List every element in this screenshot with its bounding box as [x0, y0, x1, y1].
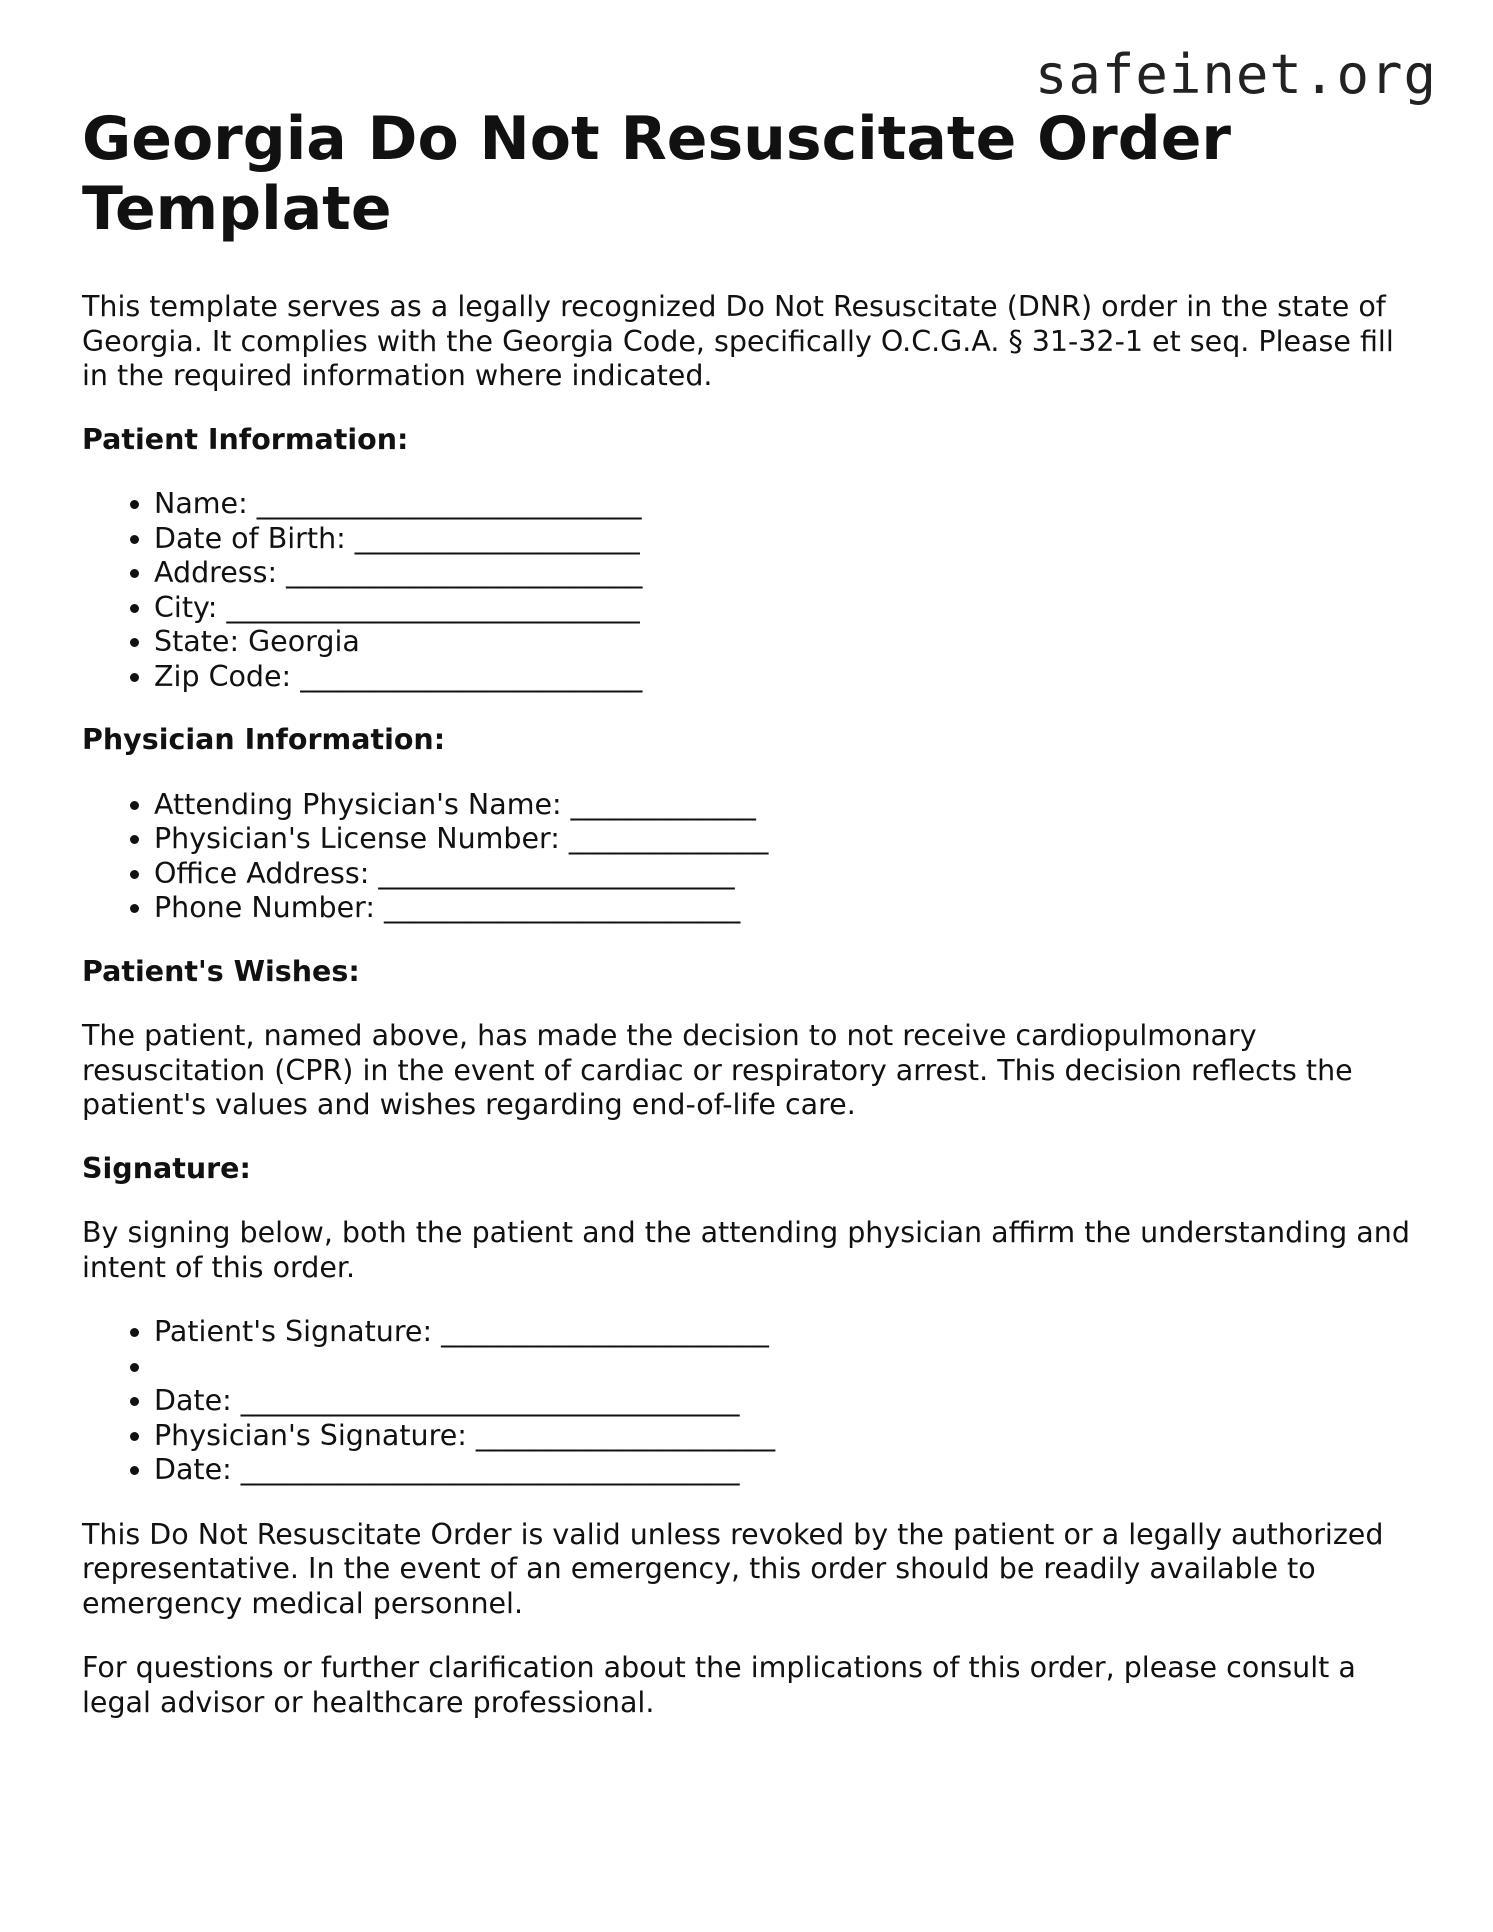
- validity-paragraph: This Do Not Resuscitate Order is valid unless revoked by the patient or a legally authorized representative. In the event of an emergency, this order should be readily available to emergency medical personnel.: [82, 1517, 1384, 1620]
- patient-name-field: • Name: ___________________________: [154, 487, 1412, 522]
- patient-signature-field: • Patient's Signature: _______________________: [154, 1315, 1412, 1350]
- document-page: [82, 104, 1412, 1720]
- patient-date-field: • Date: ___________________________________: [154, 1384, 1412, 1419]
- patient-zip-field: • Zip Code: ________________________: [154, 660, 1412, 695]
- patient-dob-field: • Date of Birth: ____________________: [154, 522, 1412, 557]
- patient-info-list: [82, 487, 1412, 694]
- physician-date-field: • Date: ___________________________________: [154, 1453, 1412, 1488]
- physician-info-heading: Physician Information:: [82, 723, 446, 756]
- physician-office-address-field: • Office Address: _________________________: [154, 857, 1412, 892]
- physician-signature-field: • Physician's Signature: _____________________: [154, 1419, 1412, 1454]
- physician-phone-field: • Phone Number: _________________________: [154, 891, 1412, 926]
- wishes-paragraph: The patient, named above, has made the decision to not receive cardiopulmonary resuscitation (CPR) in the event of cardiac or respiratory arrest. This decision reflects the patient's values and wishes regarding end-of-life care.: [82, 1019, 1353, 1121]
- patient-address-field: • Address: _________________________: [154, 556, 1412, 591]
- wishes-heading: Patient's Wishes:: [82, 954, 360, 988]
- signature-list: [82, 1315, 1412, 1488]
- signature-paragraph: By signing below, both the patient and the attending physician affirm the understanding and intent of this order.: [82, 1216, 1410, 1284]
- questions-paragraph: For questions or further clarification about the implications of this order, please consult a legal advisor or healthcare professional.: [82, 1651, 1356, 1719]
- patient-info-heading: Patient Information:: [82, 422, 409, 456]
- physician-name-field: • Attending Physician's Name: _____________: [154, 788, 1412, 823]
- physician-license-field: • Physician's License Number: ______________: [154, 822, 1412, 857]
- empty-list-item: [154, 1350, 1412, 1385]
- physician-info-list: [82, 788, 1412, 926]
- signature-heading: Signature:: [82, 1151, 251, 1185]
- patient-city-field: • City: _____________________________: [154, 591, 1412, 626]
- document-title: Georgia Do Not Resuscitate Order Template: [82, 104, 1231, 244]
- patient-state-field: • State: Georgia: [154, 625, 1412, 660]
- intro-paragraph: This template serves as a legally recognized Do Not Resuscitate (DNR) order in the state of Georgia. It complies with the Georgia Code, specifically O.C.G.A. § 31-32-1 et seq. Please fill in the required information where indicated.: [82, 290, 1394, 392]
- watermark: safeinet.org: [1034, 43, 1437, 106]
